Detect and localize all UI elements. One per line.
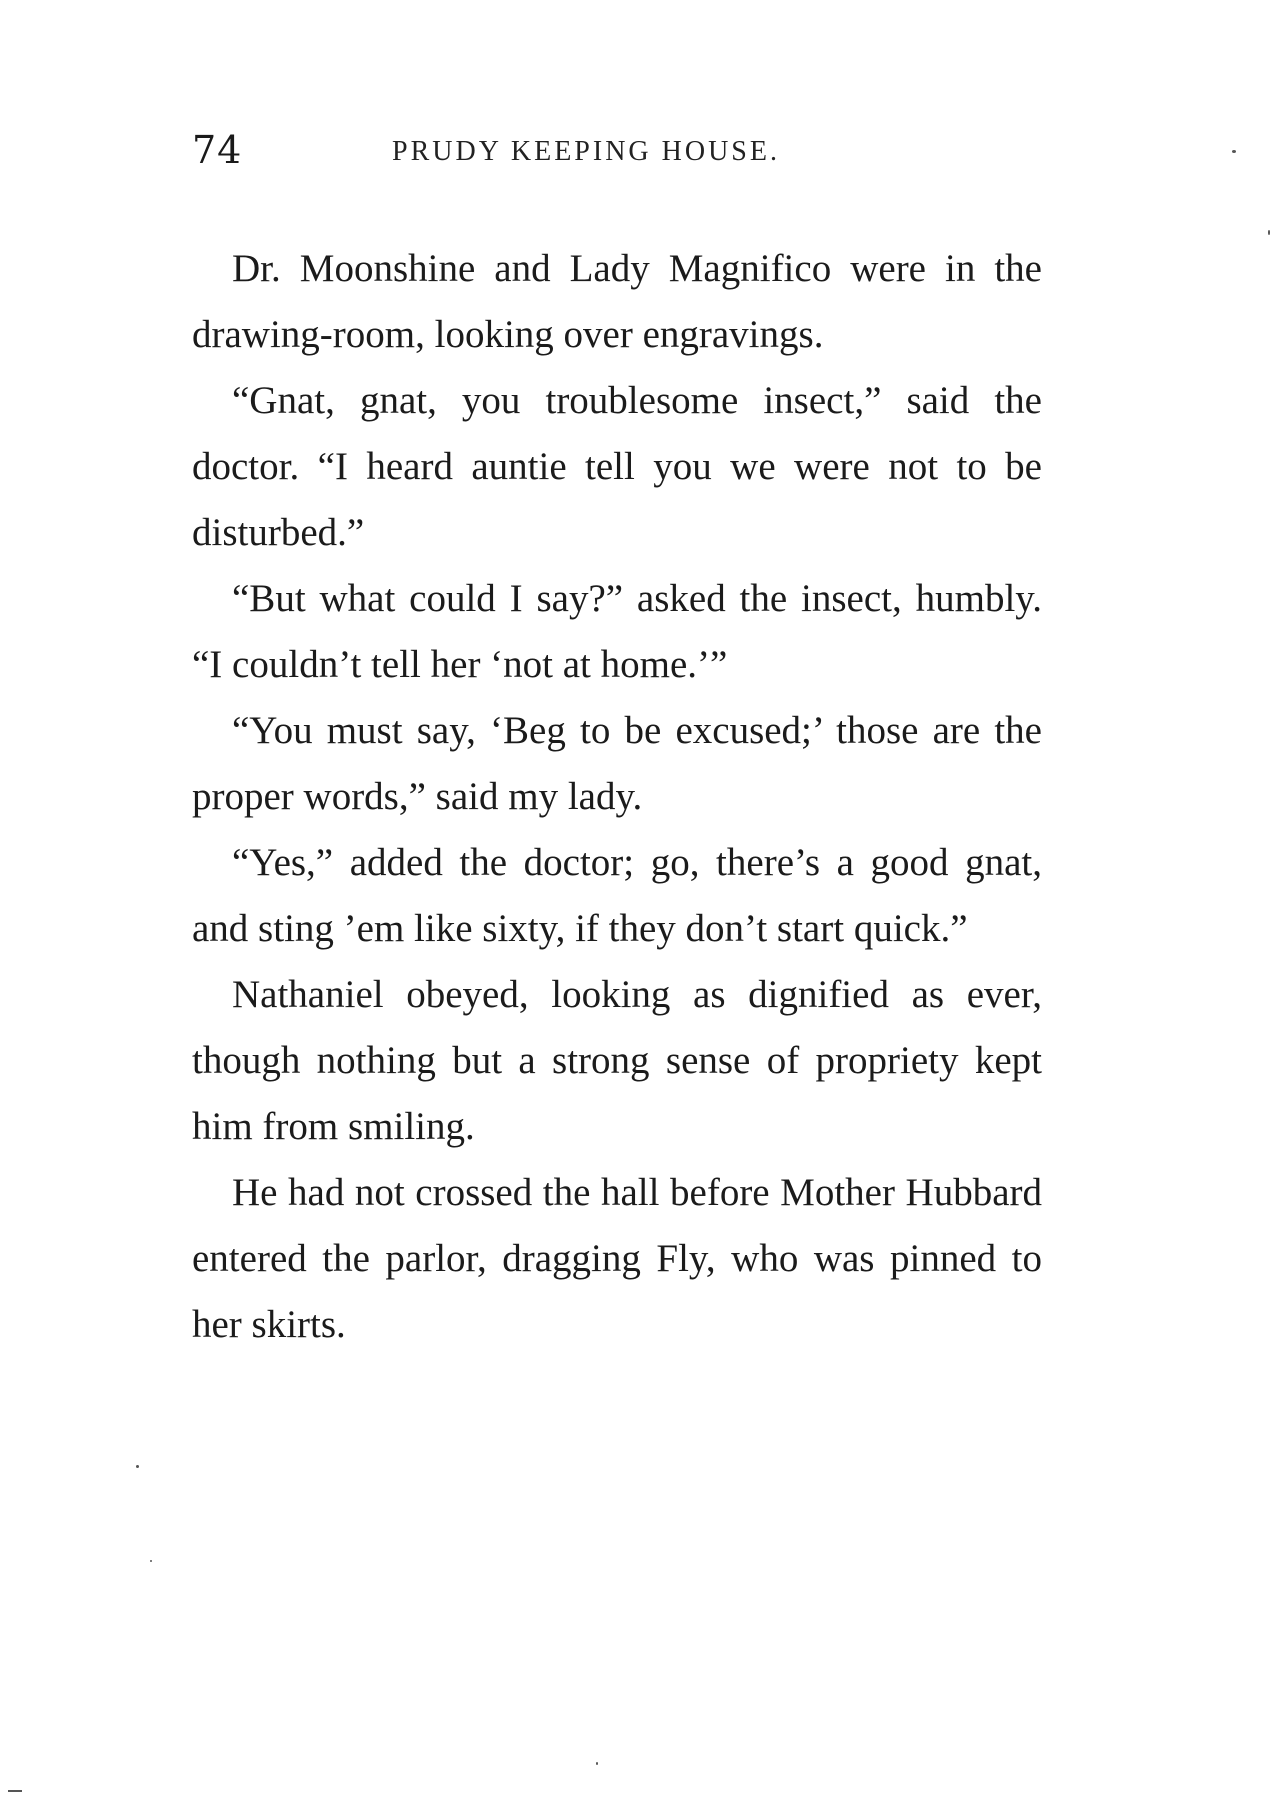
paragraph: “Gnat, gnat, you troublesome insect,” said the doctor. “I heard auntie tell you we were not to be disturbed.” [192,379,1042,554]
page-header [192,128,1052,178]
paragraph: He had not crossed the hall before Mother Hubbard entered the parlor, dragging Fly, who was pinned to her skirts. [192,1171,1042,1346]
paper-speck [1268,230,1270,235]
paragraph: “But what could I say?” asked the insect, humbly. “I couldn’t tell her ‘not at home.’” [192,577,1042,686]
paragraph: Nathaniel obeyed, looking as dignified as ever, though nothing but a strong sense of propriety kept him from smiling. [192,973,1042,1148]
paper-speck [136,1465,139,1468]
paper-speck [596,1762,598,1765]
paragraph: “Yes,” added the doctor; go, there’s a good gnat, and sting ’em like sixty, if they don’t start quick.” [192,841,1042,950]
running-title: PRUDY KEEPING HOUSE. [392,136,780,167]
body-text [192,236,1042,1358]
paragraph: “You must say, ‘Beg to be excused;’ those are the proper words,” said my lady. [192,709,1042,818]
paper-speck [1232,150,1236,153]
page-number: 74 [192,128,243,172]
paragraph: Dr. Moonshine and Lady Magnifico were in the drawing-room, looking over engravings. [192,247,1042,356]
paper-speck [8,1790,22,1792]
paper-speck [150,1560,152,1562]
